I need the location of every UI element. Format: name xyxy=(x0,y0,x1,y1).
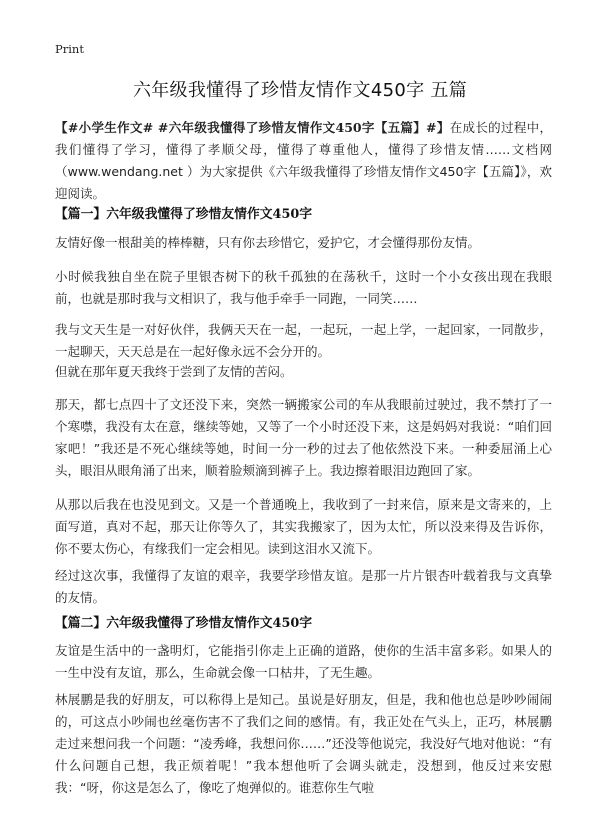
paragraph: 那天，都七点四十了文还没下来，突然一辆搬家公司的车从我眼前过驶过，我不禁打了一个寒噤，我没有太在意，继续等她，又等了一个小时还没下来，这是妈妈对我说：“咱们回家吧！”我还是不死心继续等她，时间一分一秒的过去了他依然没下来。一种委屈涌上心头，眼泪从眼角涌了出来，顺着脸颊滴到裤子上。我边擦着眼泪边跑回了家。 xyxy=(55,397,552,478)
section-1-heading: 【篇一】六年级我懂得了珍惜友情作文450字 xyxy=(55,207,313,222)
paragraph: 经过这次事，我懂得了友谊的艰辛，我要学珍惜友谊。是那一片片银杏叶载着我与文真挚的友情。 xyxy=(55,568,552,605)
paragraph: 友情好像一根甜美的棒棒糖，只有你去珍惜它，爱护它，才会懂得那份友情。 xyxy=(55,235,481,250)
intro-tags: 【#小学生作文# #六年级我懂得了珍惜友情作文450字【五篇】#】 xyxy=(55,120,450,135)
paragraph: 从那以后我在也没见到文。又是一个普通晚上，我收到了一封来信，原来是文寄来的，上面写道，真对不起，那天让你等久了，其实我搬家了，因为太忙，所以没来得及告诉你，你不要太伤心，有缘我们一定会相见。读到这泪水又流下。 xyxy=(55,497,552,556)
document-title: 六年级我懂得了珍惜友情作文450字 五篇 xyxy=(132,80,468,101)
paragraph: 我与文天生是一对好伙伴，我俩天天在一起，一起玩，一起上学，一起回家，一同散步，一起聊天，天天总是在一起好像永远不会分开的。 xyxy=(55,322,552,359)
section-2-heading: 【篇二】六年级我懂得了珍惜友情作文450字 xyxy=(55,616,313,631)
paragraph: 但就在那年夏天我终于尝到了友情的苦闷。 xyxy=(55,364,293,379)
paragraph: 林展鹏是我的好朋友，可以称得上是知己。虽说是好朋友，但是，我和他也总是吵吵闹闹的，可这点小吵闹也丝毫伤害不了我们之间的感情。有，我正处在气头上，正巧，林展鹏走过来想问我一个问题：“凌秀峰，我想问你……”还没等他说完，我没好气地对他说：“有什么问题自己想，我正烦着呢！”我本想他听了会调头就走，没想到，他反过来安慰我：“呀，你这是怎么了，像吃了炮弹似的。谁惹你生气啦 xyxy=(55,692,552,795)
intro-text: 在成长的过程中，我们懂得了学习，懂得了孝顺父母，懂得了尊重他人，懂得了珍惜友情……文档网（www.wendang.net ）为大家提供《六年级我懂得了珍惜友情作文450字【五篇】》，欢迎阅读。 xyxy=(55,120,552,201)
paragraph: 友谊是生活中的一盏明灯，它能指引你走上正确的道路，使你的生活丰富多彩。如果人的一生中没有友谊，那么，生命就会像一口枯井，了无生趣。 xyxy=(55,643,552,680)
print-label: Print xyxy=(55,42,84,56)
paragraph: 小时候我独自坐在院子里银杏树下的秋千孤独的在荡秋千，这时一个小女孩出现在我眼前，也就是那时我与文相识了，我与他手牵手一同跑，一同笑…… xyxy=(55,269,552,306)
intro-paragraph xyxy=(55,117,552,205)
